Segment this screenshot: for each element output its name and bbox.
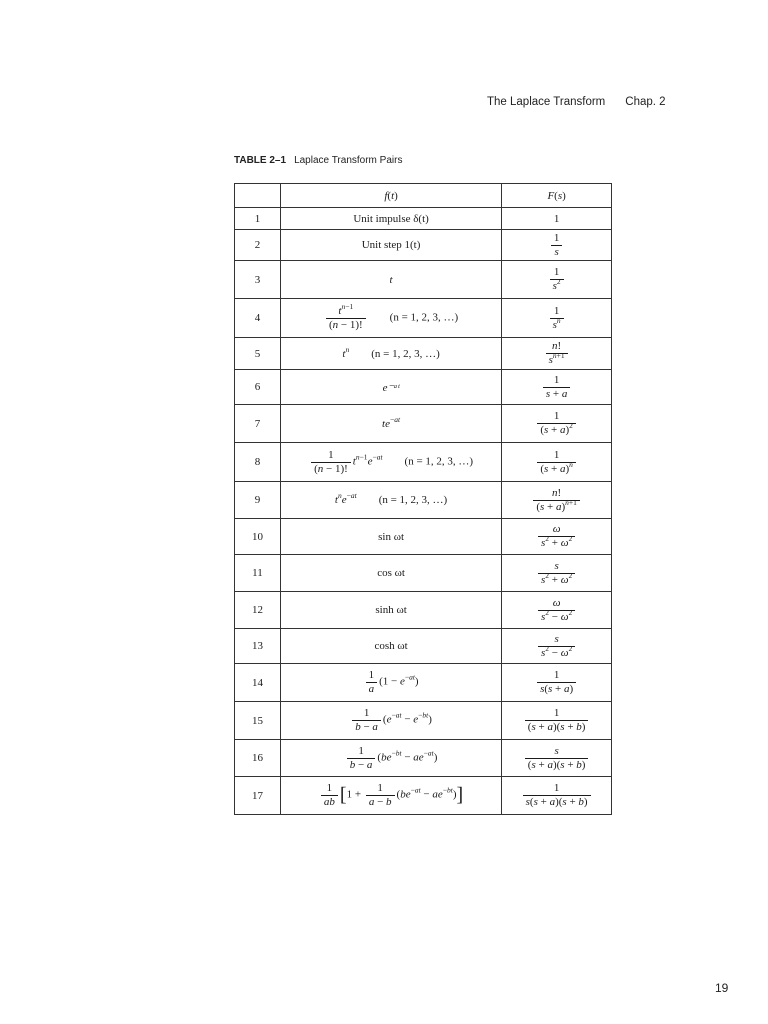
time-function: $t^ne^{-at}$ (n = 1, 2, 3, …) <box>280 482 501 519</box>
row-number: 16 <box>235 740 281 777</box>
row-number: 13 <box>235 629 281 664</box>
row-number: 14 <box>235 664 281 702</box>
column-header-F: F(s) <box>502 184 612 208</box>
transform: $\frac{s}{(s + a)(s + b)}$ <box>502 740 612 777</box>
page-number: 19 <box>715 981 729 995</box>
table-caption <box>234 155 402 166</box>
table-row <box>235 482 612 519</box>
row-number: 4 <box>235 299 281 338</box>
time-function: $\frac{t^{n-1}}{(n - 1)!}$ (n = 1, 2, 3, …) <box>280 299 501 338</box>
table-caption-text: Laplace Transform Pairs <box>294 155 403 166</box>
transform: $\frac{1}{s(s + a)(s + b)}$ <box>502 777 612 815</box>
table-row <box>235 592 612 629</box>
time-function: $\frac{1}{ab}$ [1 + $\frac{1}{a - b}$ $(be^{-at} - ae^{-bt})$] <box>280 777 501 815</box>
time-function: e⁻ᵃᵗ <box>280 370 501 405</box>
header-chapter: Chap. 2 <box>625 96 666 108</box>
row-number: 15 <box>235 702 281 740</box>
transform: $\frac{\omega}{s^2 + \omega^2}$ <box>502 519 612 555</box>
table-row <box>235 777 612 815</box>
row-number: 17 <box>235 777 281 815</box>
transform: $\frac{s}{s^2 + \omega^2}$ <box>502 555 612 592</box>
time-function: sinh ωt <box>280 592 501 629</box>
running-header <box>487 96 666 108</box>
table-header-row <box>235 184 612 208</box>
table-row <box>235 443 612 482</box>
table-row <box>235 629 612 664</box>
row-number: 6 <box>235 370 281 405</box>
transform: $\frac{\omega}{s^2 - \omega^2}$ <box>502 592 612 629</box>
row-number: 12 <box>235 592 281 629</box>
table-row <box>235 740 612 777</box>
table-row <box>235 555 612 592</box>
transform: $\frac{1}{(s + a)^2}$ <box>502 405 612 443</box>
time-function: $t^n$ (n = 1, 2, 3, …) <box>280 338 501 370</box>
transform: $\frac{1}{s}$ <box>502 230 612 261</box>
range-note: (n = 1, 2, 3, …) <box>378 494 448 506</box>
table-row <box>235 702 612 740</box>
transform: 1 <box>502 208 612 230</box>
range-note: (n = 1, 2, 3, …) <box>389 311 459 324</box>
row-number: 2 <box>235 230 281 261</box>
time-function: cos ωt <box>280 555 501 592</box>
row-number: 1 <box>235 208 281 230</box>
time-function: Unit step 1(t) <box>280 230 501 261</box>
range-note: (n = 1, 2, 3, …) <box>371 347 440 360</box>
time-function: $te^{-at}$ <box>280 405 501 443</box>
table-row <box>235 261 612 299</box>
time-function: t <box>280 261 501 299</box>
row-number: 9 <box>235 482 281 519</box>
transform: $\frac{1}{s + a}$ <box>502 370 612 405</box>
laplace-transform-table <box>234 183 612 815</box>
header-blank-cell <box>235 184 281 208</box>
transform: $\frac{n!}{(s + a)^{n+1}}$ <box>502 482 612 519</box>
row-number: 8 <box>235 443 281 482</box>
row-number: 5 <box>235 338 281 370</box>
time-function: Unit impulse δ(t) <box>280 208 501 230</box>
table-label: TABLE 2–1 <box>234 155 287 166</box>
row-number: 3 <box>235 261 281 299</box>
time-function: sin ωt <box>280 519 501 555</box>
row-number: 7 <box>235 405 281 443</box>
table-row <box>235 299 612 338</box>
transform: $\frac{1}{(s + a)(s + b)}$ <box>502 702 612 740</box>
range-note: (n = 1, 2, 3, …) <box>404 455 474 468</box>
time-function: $\frac{1}{(n - 1)!}$ $t^{n-1}e^{-at}$ (n = 1, 2, 3, …) <box>280 443 501 482</box>
transform: $\frac{s}{s^2 - \omega^2}$ <box>502 629 612 664</box>
transform: $\frac{1}{s^n}$ <box>502 299 612 338</box>
time-function: $\frac{1}{b - a}$ $(be^{-bt} - ae^{-at})$ <box>280 740 501 777</box>
time-function: $\frac{1}{b - a}$ $(e^{-at} - e^{-bt})$ <box>280 702 501 740</box>
table-row <box>235 664 612 702</box>
transform: $\frac{1}{s(s + a)}$ <box>502 664 612 702</box>
table-row <box>235 208 612 230</box>
table-row <box>235 370 612 405</box>
row-number: 10 <box>235 519 281 555</box>
transform: $\frac{n!}{s^{n+1}}$ <box>502 338 612 370</box>
column-header-f: f(t) <box>280 184 501 208</box>
table-row <box>235 230 612 261</box>
transform: $\frac{1}{s^2}$ <box>502 261 612 299</box>
transform: $\frac{1}{(s + a)^n}$ <box>502 443 612 482</box>
row-number: 11 <box>235 555 281 592</box>
table-row <box>235 519 612 555</box>
time-function: cosh ωt <box>280 629 501 664</box>
table-row <box>235 338 612 370</box>
time-function: $\frac{1}{a}$ $(1 - e^{-at})$ <box>280 664 501 702</box>
table-row <box>235 405 612 443</box>
header-title: The Laplace Transform <box>487 96 606 108</box>
